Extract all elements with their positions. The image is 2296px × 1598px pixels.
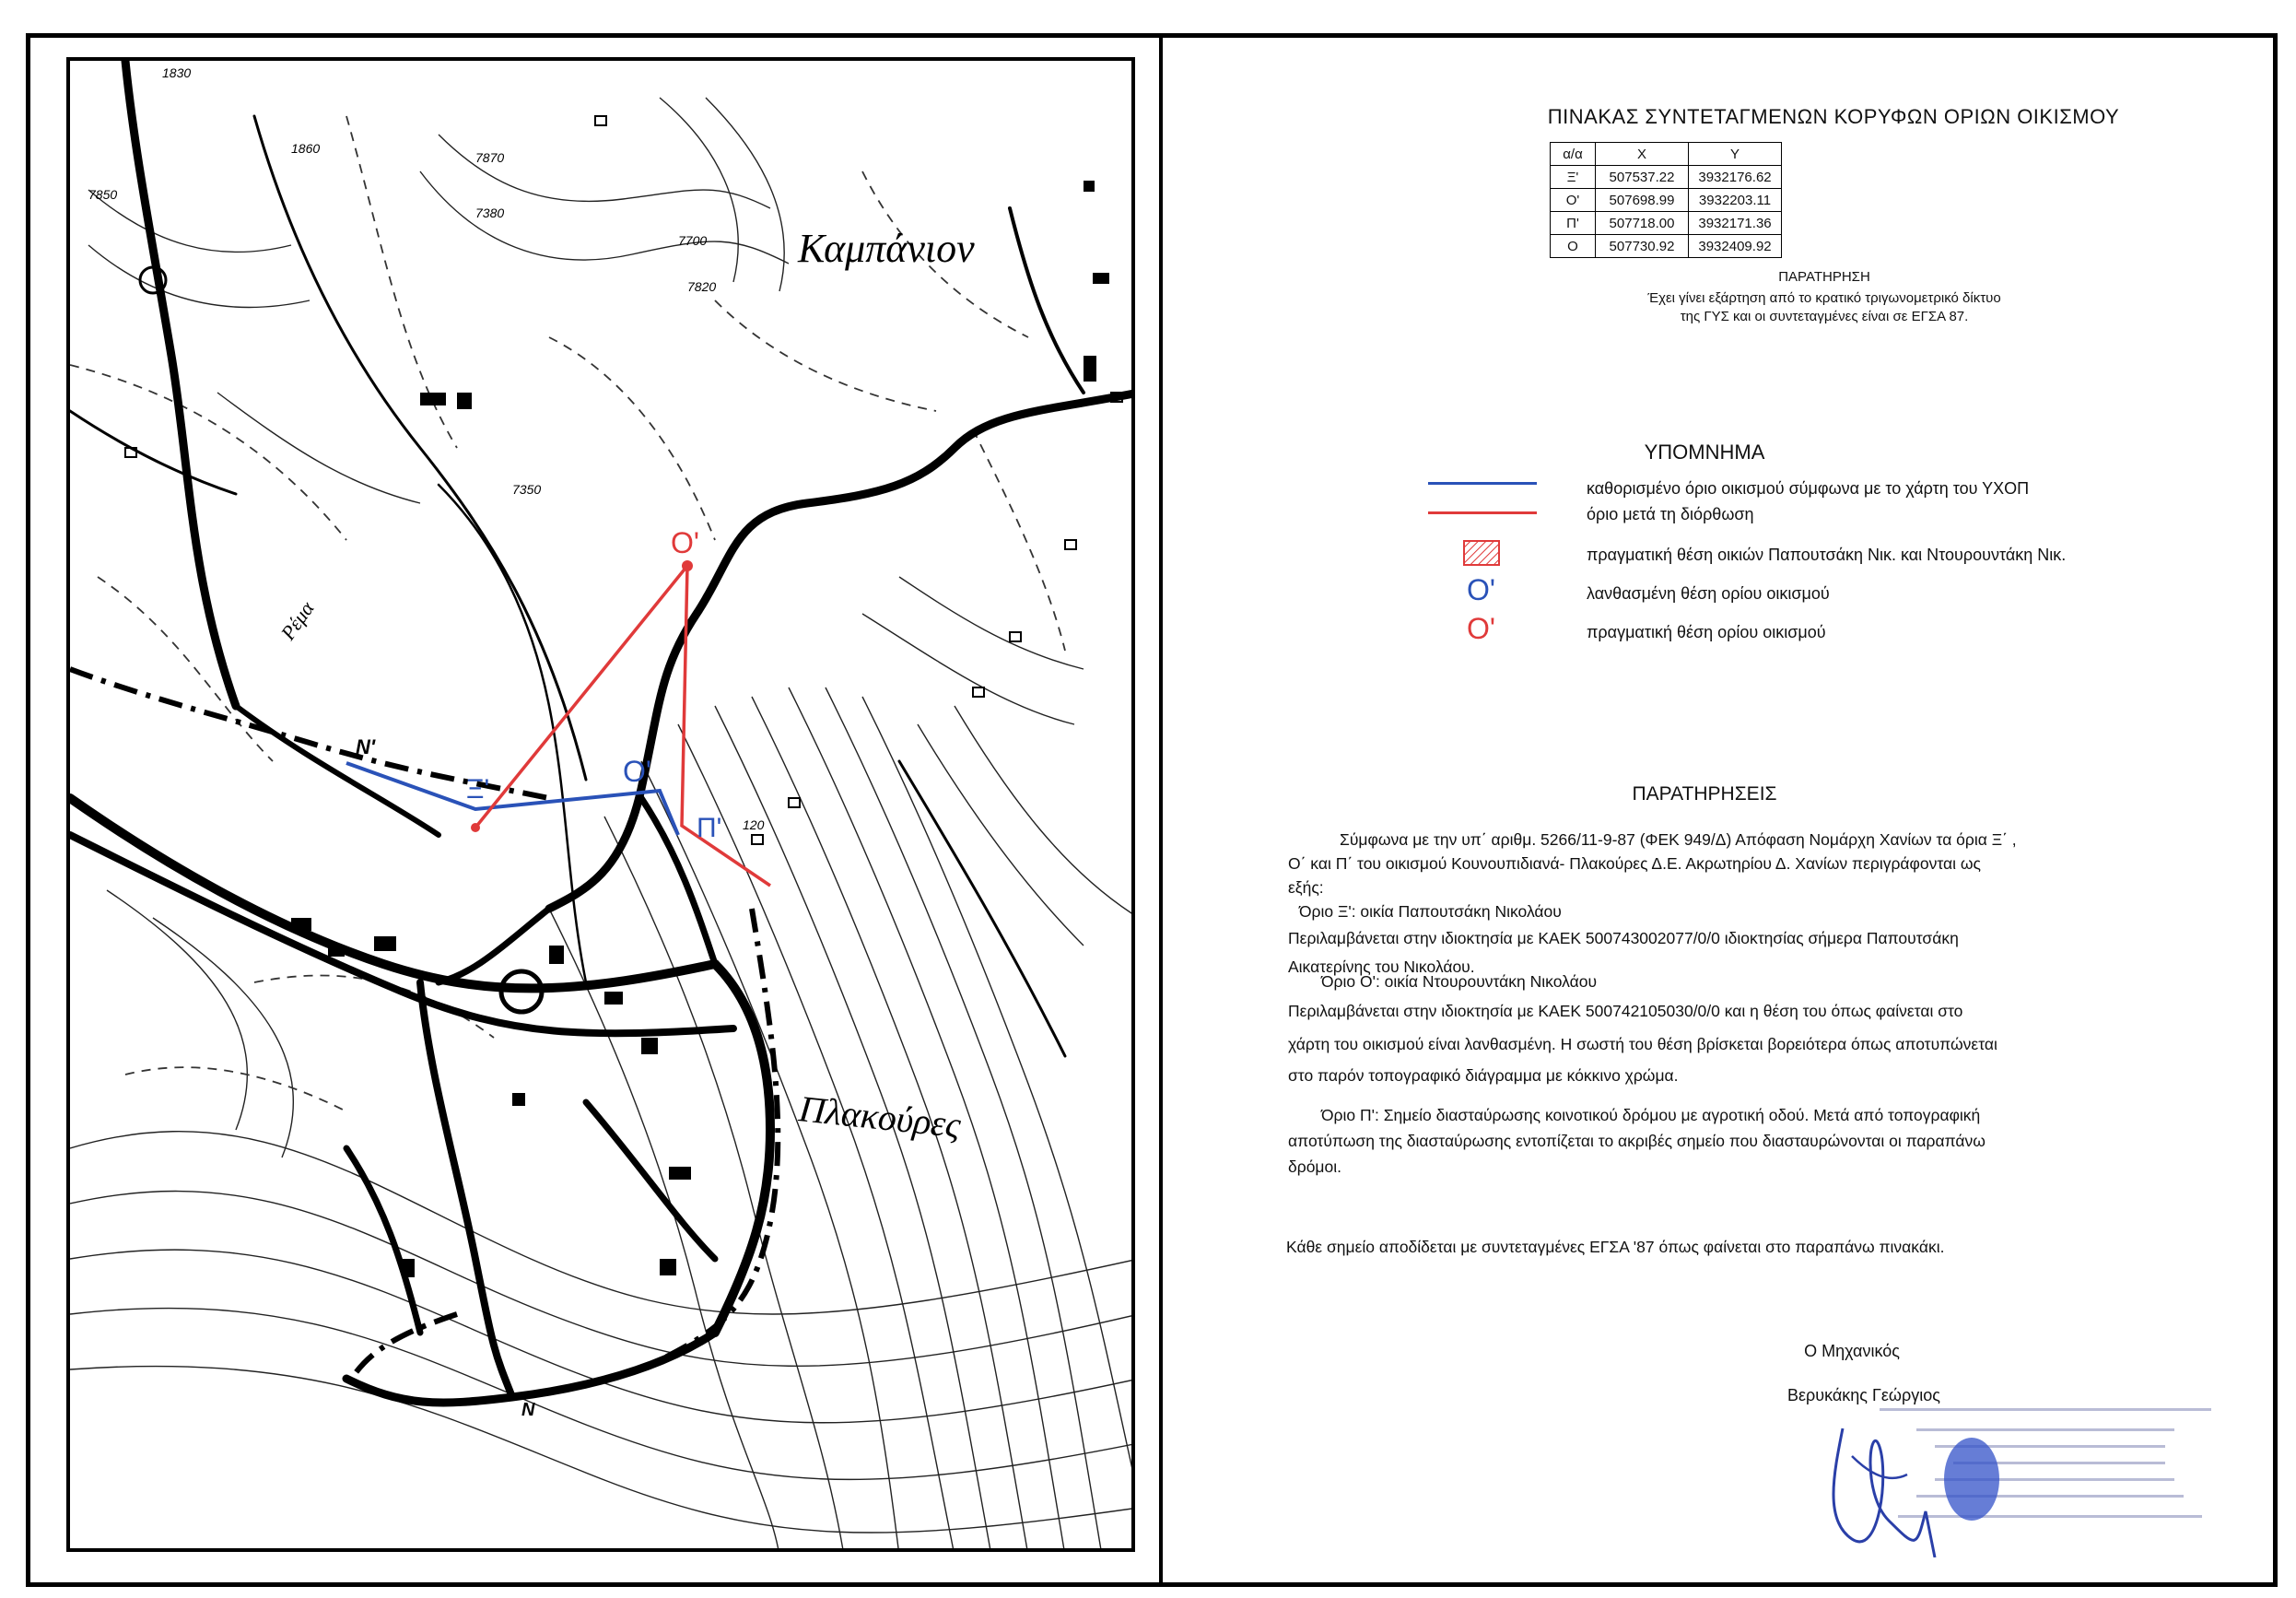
legend-red-o-symbol: Ο' xyxy=(1467,612,1495,645)
row-x: 507698.99 xyxy=(1596,189,1689,212)
row-x: 507718.00 xyxy=(1596,212,1689,235)
contour-label: 7380 xyxy=(475,206,505,220)
note-title: ΠΑΡΑΤΗΡΗΣΗ xyxy=(1778,269,1870,285)
legend-red-line-symbol xyxy=(1428,511,1537,514)
coordinates-table-title: ΠΙΝΑΚΑΣ ΣΥΝΤΕΤΑΓΜΕΝΩΝ ΚΟΡΥΦΩΝ ΟΡΙΩΝ ΟΙΚΙΣΜΟΥ xyxy=(1547,105,2120,128)
row-id: Ξ' xyxy=(1551,166,1596,189)
handwritten-signature xyxy=(1824,1419,1953,1557)
note-line: Έχει γίνει εξάρτηση από το κρατικό τριγωνομετρικό δίκτυο xyxy=(1647,290,2001,306)
header-y: Y xyxy=(1689,143,1782,166)
text-line: αποτύπωση της διασταύρωσης εντοπίζεται το ακριβές σημείο που διασταυρώνονται οι παραπάνω xyxy=(1288,1132,1986,1150)
map-svg xyxy=(70,61,1135,1552)
text-line: χάρτη του οικισμού είναι λανθασμένη. Η σωστή του θέση βρίσκεται βορειότερα όπως αποτυπώνεται xyxy=(1288,1035,1997,1053)
row-x: 507537.22 xyxy=(1596,166,1689,189)
text-line: Όριο Π': Σημείο διασταύρωσης κοινοτικού δρόμου με αγροτική οδού. Μετά από τοπογραφική xyxy=(1321,1106,1981,1124)
coordinates-table xyxy=(1550,142,1782,258)
legend-title: ΥΠΟΜΝΗΜΑ xyxy=(1644,441,1765,464)
note-line: της ΓΥΣ και οι συντεταγμένες είναι σε ΕΓΣΑ 87. xyxy=(1680,309,1969,324)
point-label-n1: Ν' xyxy=(356,735,376,758)
contour-lines xyxy=(70,98,1135,1552)
remarks-paragraph-intro xyxy=(1288,828,2117,899)
row-y: 3932176.62 xyxy=(1689,166,1782,189)
text-line: Όριο Ο': οικία Ντουρουντάκη Νικολάου xyxy=(1321,972,1598,991)
point-o-real-marker xyxy=(682,560,693,571)
text-line: Όριο Ξ': οικία Παπουτσάκη Νικολάου xyxy=(1299,902,1562,921)
text-line: εξής: xyxy=(1288,878,1324,897)
point-label-o-real: Ο' xyxy=(671,526,699,559)
contour-label: 120 xyxy=(743,817,765,832)
legend-label: όριο μετά τη διόρθωση xyxy=(1587,505,1754,523)
row-id: Π' xyxy=(1551,212,1596,235)
point-label-xi: Ξ' xyxy=(466,774,490,805)
text-line: στο παρόν τοπογραφικό διάγραμμα με κόκκινο χρώμα. xyxy=(1288,1066,1679,1085)
point-label-n2: Ν xyxy=(521,1400,535,1420)
row-id: Ο xyxy=(1551,235,1596,258)
text-line: Περιλαμβάνεται στην ιδιοκτησία με ΚΑΕΚ 500742105030/0/0 και η θέση του όπως φαίνεται στο xyxy=(1288,1002,1963,1020)
legend-hatched-building-symbol xyxy=(1463,540,1500,566)
row-y: 3932171.36 xyxy=(1689,212,1782,235)
text-line: Ο΄ και Π΄ του οικισμού Κουνουπιδιανά- Πλακούρες Δ.Ε. Ακρωτηρίου Δ. Χανίων περιγράφονται ως xyxy=(1288,854,1981,873)
place-label-plakoures: Πλακούρες xyxy=(797,1087,963,1146)
place-label-rema: Ρέμα xyxy=(275,596,319,644)
remarks-paragraph-o xyxy=(1288,969,2117,1091)
legend-blue-o-symbol: Ο' xyxy=(1467,573,1495,606)
header-id: α/α xyxy=(1551,143,1596,166)
row-id: Ο' xyxy=(1551,189,1596,212)
topographic-map xyxy=(66,57,1135,1552)
legend-label: πραγματική θέση οικιών Παπουτσάκη Νικ. και Ντουρουντάκη Νικ. xyxy=(1587,546,2067,564)
point-label-o-wrong: Ο' xyxy=(623,755,651,788)
engineer-name: Βερυκάκης Γεώργιος xyxy=(1787,1386,1940,1404)
contour-label: 7850 xyxy=(88,187,118,202)
contour-label: 1860 xyxy=(291,141,321,156)
point-xi-marker xyxy=(471,823,480,832)
row-y: 3932409.92 xyxy=(1689,235,1782,258)
row-x: 507730.92 xyxy=(1596,235,1689,258)
point-label-pi: Π' xyxy=(697,813,722,843)
remarks-title: ΠΑΡΑΤΗΡΗΣΕΙΣ xyxy=(1632,783,1777,805)
legend-label: καθορισμένο όριο οικισμού σύμφωνα με το χάρτη του ΥΧΟΠ xyxy=(1587,479,2030,498)
remarks-paragraph-xi xyxy=(1288,899,2117,981)
engineer-role: Ο Μηχανικός xyxy=(1804,1342,1900,1360)
text-line: Σύμφωνα με την υπ΄ αριθμ. 5266/11-9-87 (ΦΕΚ 949/Δ) Απόφαση Νομάρχη Χανίων τα όρια Ξ΄ , xyxy=(1340,830,2017,849)
contour-label: 1830 xyxy=(162,65,192,80)
contour-label: 7870 xyxy=(475,150,505,165)
text-line: δρόμοι. xyxy=(1288,1157,1341,1176)
text-line: Αικατερίνης του Νικολάου. xyxy=(1288,958,1475,976)
legend-blue-line-symbol xyxy=(1428,482,1537,485)
remarks-closing: Κάθε σημείο αποδίδεται με συντεταγμένες ΕΓΣΑ '87 όπως φαίνεται στο παραπάνω πινακάκι. xyxy=(1286,1238,1945,1256)
roads xyxy=(70,61,1135,1403)
note-text xyxy=(1474,289,2174,326)
legend-label: λανθασμένη θέση ορίου οικισμού xyxy=(1587,584,1830,603)
legend-label: πραγματική θέση ορίου οικισμού xyxy=(1587,623,1826,641)
row-y: 3932203.11 xyxy=(1689,189,1782,212)
table-row xyxy=(1551,189,1782,212)
sheet-divider xyxy=(1159,33,1163,1587)
contour-label: 7350 xyxy=(512,482,542,497)
contour-label: 7820 xyxy=(687,279,717,294)
text-line: Περιλαμβάνεται στην ιδιοκτησία με ΚΑΕΚ 500743002077/0/0 ιδιοκτησίας σήμερα Παπουτσάκη xyxy=(1288,929,1959,947)
table-row xyxy=(1551,235,1782,258)
buildings xyxy=(291,181,1109,1277)
contour-label: 7700 xyxy=(678,233,708,248)
table-header-row xyxy=(1551,143,1782,166)
table-row xyxy=(1551,212,1782,235)
table-row xyxy=(1551,166,1782,189)
remarks-paragraph-pi xyxy=(1288,1102,2117,1180)
place-label-kampanion: Καμπάνιον xyxy=(798,226,975,271)
header-x: X xyxy=(1596,143,1689,166)
